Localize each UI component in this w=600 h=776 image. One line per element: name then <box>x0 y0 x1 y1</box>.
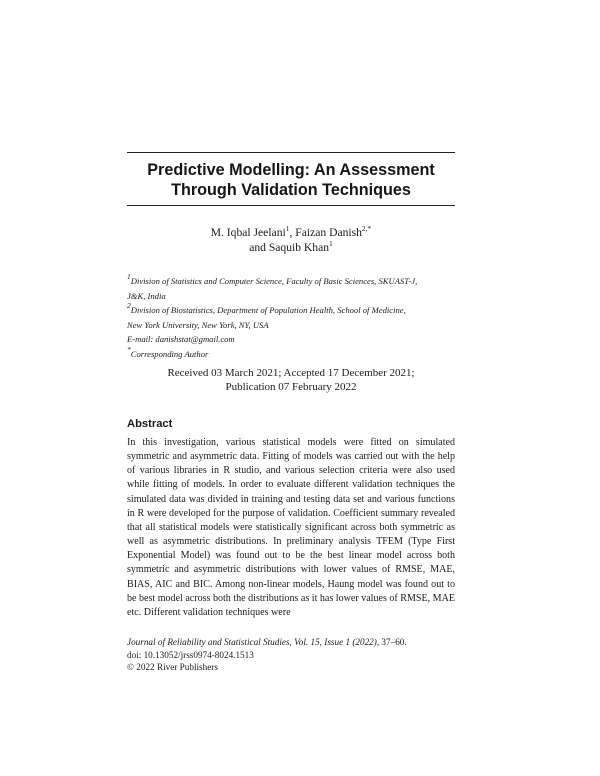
copyright: © 2022 River Publishers <box>127 662 218 672</box>
corresponding-mark: * <box>127 344 131 354</box>
affiliation-2-line-2: New York University, New York, NY, USA <box>127 319 269 330</box>
author-separator: , <box>289 226 296 239</box>
affiliation-2-mark: 2 <box>127 301 131 310</box>
affiliation-1-line-2: J&K, India <box>127 290 166 301</box>
journal-footer <box>127 636 457 674</box>
corresponding-label: Corresponding Author <box>130 348 209 359</box>
corresponding-note <box>127 344 457 362</box>
affiliation-2 <box>127 303 457 318</box>
journal-pages: 37–60. <box>379 637 407 647</box>
affiliation-2-line-1: Division of Biostatistics, Department of Population Health, School of Medicine, <box>130 305 406 315</box>
affiliation-1-mark: 1 <box>127 272 131 281</box>
abstract-heading: Abstract <box>127 418 173 430</box>
paper-title <box>127 160 455 200</box>
author-line-2 <box>127 240 455 255</box>
author-2-name: Faizan Danish <box>295 226 362 239</box>
journal-citation-line <box>127 636 457 649</box>
title-line-1: Predictive Modelling: An Assessment <box>147 161 435 179</box>
contact-email: E-mail: danishstat@gmail.com <box>127 334 235 344</box>
author-3-name: Saquib Khan <box>268 241 330 254</box>
author-list <box>127 225 455 255</box>
publication-dates <box>127 367 455 394</box>
author-1-affil-mark: 1 <box>285 224 290 233</box>
author-1-name: M. Iqbal Jeelani <box>210 226 286 239</box>
title-top-rule <box>127 152 455 153</box>
title-bottom-rule <box>127 205 455 206</box>
author-and: and <box>249 241 269 254</box>
doi: doi: 10.13052/jrss0974-8024.1513 <box>127 649 254 660</box>
journal-citation: Journal of Reliability and Statistical Studies, Vol. 15, Issue 1 (2022), <box>127 637 380 647</box>
author-2-affil-mark: 2,* <box>361 224 372 233</box>
affiliations <box>127 274 457 361</box>
dates-line-2: Publication 07 February 2022 <box>225 380 357 393</box>
affiliation-1-line-1: Division of Statistics and Computer Science, Faculty of Basic Sciences, SKUAST-J, <box>130 276 418 286</box>
dates-line-1: Received 03 March 2021; Accepted 17 December 2021; <box>167 367 415 379</box>
affiliation-1 <box>127 274 457 289</box>
title-line-2: Through Validation Techniques <box>171 181 411 199</box>
author-line-1 <box>127 225 455 240</box>
author-3-affil-mark: 1 <box>329 239 333 248</box>
abstract-body: In this investigation, various statistical models were fitted on simulated symmetric and asymmetric data. Fitting of models was carried out with the help of various libraries in R studio, and various selection criteria were also used while fitting of models. In order to evaluate different validation techniques the simulated data was divided in training and testing data set and various functions in R were developed for the purpose of validation. Coefficient summary revealed that all statistical models were statistically significant across both symmetric as well as asymmetric distributions. In preliminary analysis TFEM (Type First Exponential Model) was found out to be the best linear model across both symmetric and asymmetric distributions with lower values of RMSE, MAE, BIAS, AIC and BIC. Among non-linear models, Haung model was found out to be best model across both the distributions as it has lower values of RMSE, MAE etc. Different validation techniques were <box>127 437 455 618</box>
